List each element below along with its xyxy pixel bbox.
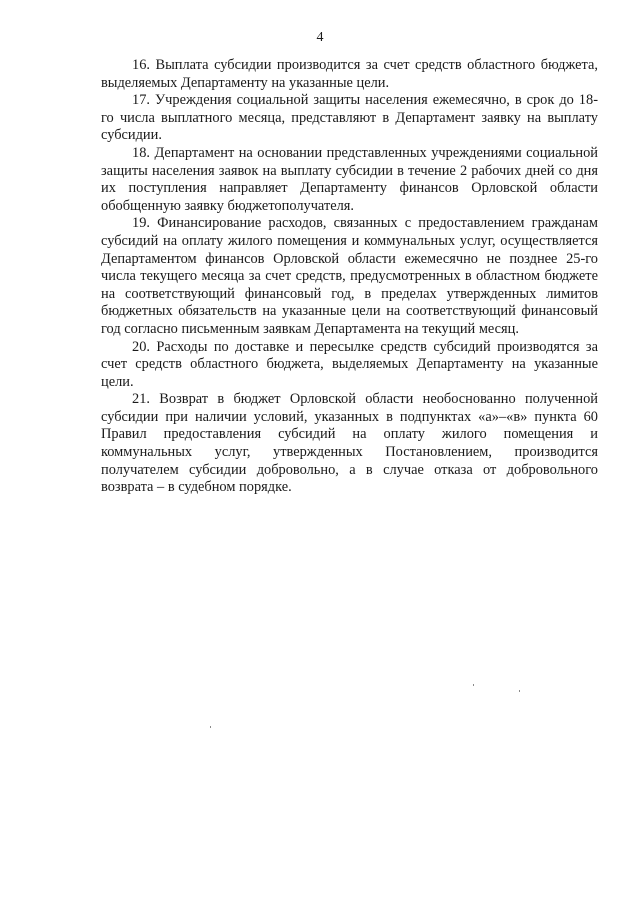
scan-speck [473, 684, 474, 686]
paragraph-18: 18. Департамент на основании представленных учреждениями социальной защиты населения заявок на выплату субсидии в течение 2 рабочих дней со дня их поступления направляет Департаменту финансов Орловской области обобщенную заявку бюджетополучателя. [101, 144, 598, 214]
scan-speck [210, 726, 211, 728]
scan-speck [519, 690, 520, 692]
page-number: 4 [316, 30, 324, 45]
paragraph-21: 21. Возврат в бюджет Орловской области необоснованно полученной субсидии при наличии условий, указанных в подпунктах «а»–«в» пункта 60 Правил предоставления субсидий на оплату жилого помещения и коммунальных услуг, утвержденных Постановлением, производится получателем субсидии добровольно, а в случае отказа от добровольного возврата – в судебном порядке. [101, 391, 598, 496]
paragraph-16: 16. Выплата субсидии производится за счет средств областного бюджета, выделяемых Департаменту на указанные цели. [101, 57, 598, 91]
document-body [101, 57, 598, 497]
paragraph-17: 17. Учреждения социальной защиты населения ежемесячно, в срок до 18-го числа выплатного месяца, представляют в Департамент заявку на выплату субсидии. [101, 92, 598, 144]
paragraph-20: 20. Расходы по доставке и пересылке средств субсидий производятся за счет средств областного бюджета, выделяемых Департаменту на указанные цели. [101, 338, 598, 390]
paragraph-19: 19. Финансирование расходов, связанных с предоставлением гражданам субсидий на оплату жилого помещения и коммунальных услуг, осуществляется Департаментом финансов Орловской области ежемесячно не позднее 25-го числа текущего месяца за счет средств, предусмотренных в областном бюджете на соответствующий финансовый год, в пределах утвержденных лимитов бюджетных обязательств на указанные цели на соответствующий финансовый год согласно письменным заявкам Департамента на текущий месяц. [101, 215, 598, 337]
